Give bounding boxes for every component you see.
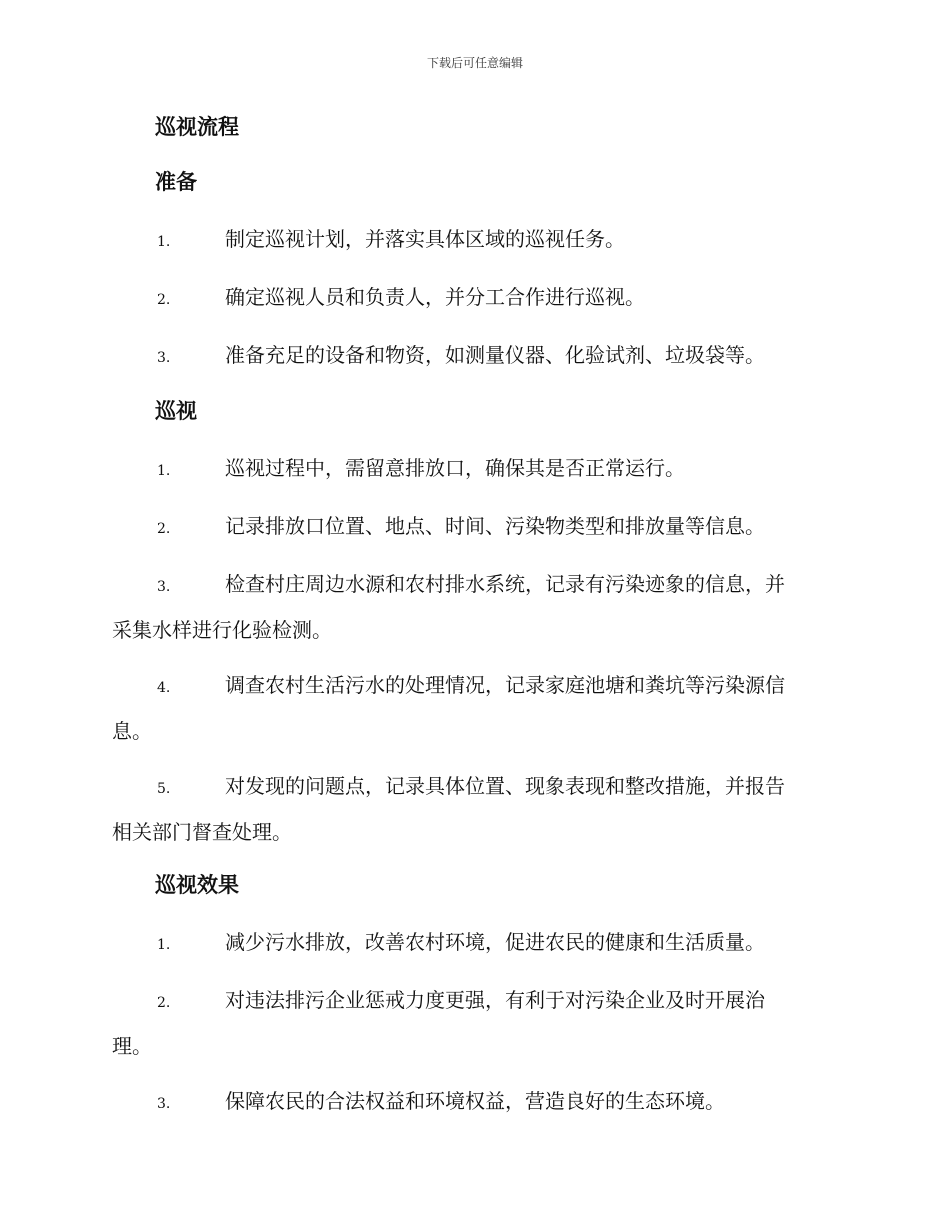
item-number: 3. xyxy=(157,579,171,595)
list-item xyxy=(112,979,834,1068)
item-number: 1. xyxy=(157,463,171,479)
list-item xyxy=(112,447,834,493)
item-number: 3. xyxy=(157,1096,171,1112)
item-number: 2. xyxy=(157,292,171,308)
list-item xyxy=(112,218,834,264)
list-item xyxy=(112,1080,834,1126)
item-text: 调查农村生活污水的处理情况，记录家庭池塘和粪坑等污染源信 xyxy=(225,673,785,697)
item-text: 保障农民的合法权益和环境权益，营造良好的生态环境。 xyxy=(225,1089,725,1113)
item-text-continuation: 相关部门督查处理。 xyxy=(112,820,292,844)
item-number: 4. xyxy=(157,680,171,696)
item-text-continuation: 息。 xyxy=(112,719,152,743)
list-item xyxy=(112,505,834,551)
list-item xyxy=(112,276,834,322)
item-text: 确定巡视人员和负责人，并分工合作进行巡视。 xyxy=(225,285,645,309)
item-text: 准备充足的设备和物资，如测量仪器、化验试剂、垃圾袋等。 xyxy=(225,343,765,367)
item-text: 对违法排污企业惩戒力度更强，有利于对污染企业及时开展治 xyxy=(225,988,765,1012)
item-number: 2. xyxy=(157,995,171,1011)
item-number: 1. xyxy=(157,234,171,250)
section-heading-inspection: 巡视 xyxy=(155,398,197,423)
section-heading-effects: 巡视效果 xyxy=(155,872,239,897)
list-item xyxy=(112,765,834,854)
page-header: 下载后可任意编辑 xyxy=(426,56,523,70)
item-number: 1. xyxy=(157,937,171,953)
item-text-continuation: 理。 xyxy=(112,1034,152,1058)
document-title: 巡视流程 xyxy=(155,114,239,139)
item-text: 对发现的问题点，记录具体位置、现象表现和整改措施，并报告 xyxy=(225,774,785,798)
item-number: 2. xyxy=(157,521,171,537)
item-text: 巡视过程中，需留意排放口，确保其是否正常运行。 xyxy=(225,456,685,480)
item-text: 检查村庄周边水源和农村排水系统，记录有污染迹象的信息，并 xyxy=(225,572,785,596)
item-number: 3. xyxy=(157,350,171,366)
item-text: 制定巡视计划，并落实具体区域的巡视任务。 xyxy=(225,227,625,251)
item-text: 减少污水排放，改善农村环境，促进农民的健康和生活质量。 xyxy=(225,930,765,954)
document-body xyxy=(112,108,834,1138)
section-heading-prepare: 准备 xyxy=(155,169,197,194)
list-item xyxy=(112,563,834,652)
item-number: 5. xyxy=(157,781,171,797)
item-text-continuation: 采集水样进行化验检测。 xyxy=(112,618,332,642)
list-item xyxy=(112,334,834,380)
list-item xyxy=(112,664,834,753)
list-item xyxy=(112,921,834,967)
item-text: 记录排放口位置、地点、时间、污染物类型和排放量等信息。 xyxy=(225,514,765,538)
